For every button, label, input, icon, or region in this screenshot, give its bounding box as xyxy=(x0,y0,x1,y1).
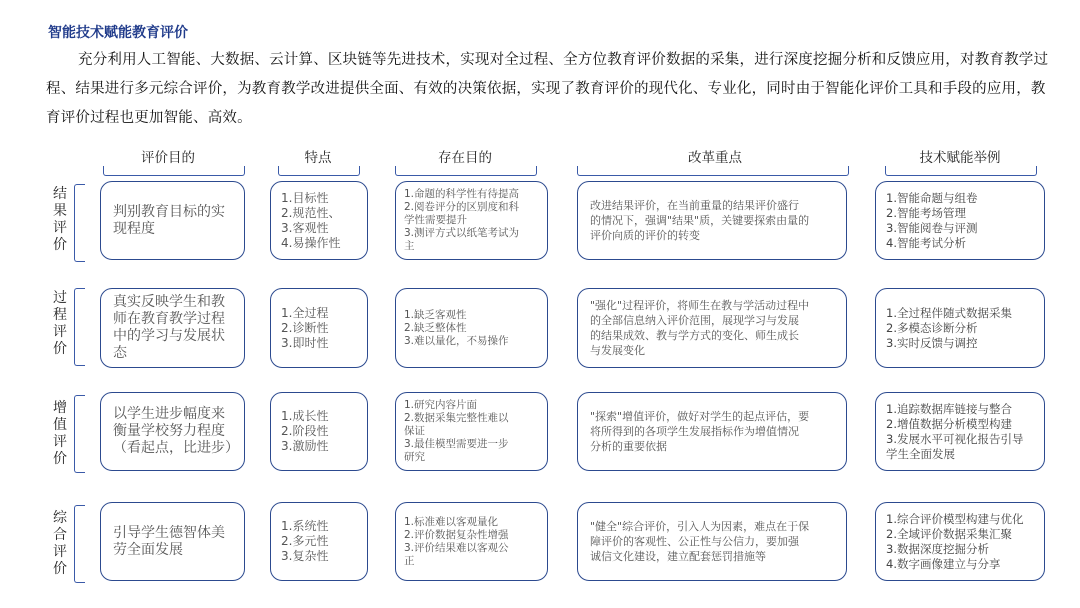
row-bracket xyxy=(74,395,85,473)
header-bracket xyxy=(885,166,1037,176)
purpose-box-result: 判别教育目标的实 现程度 xyxy=(100,181,245,260)
issues-box-result: 1.命题的科学性有待提高 2.阅卷评分的区别度和科 学性需要提升 3.测评方式以纸笔考试为 主 xyxy=(395,181,548,260)
row-bracket xyxy=(74,184,85,262)
issues-box-value-added: 1.研究内容片面 2.数据采集完整性难以 保证 3.最佳模型需要进一步 研究 xyxy=(395,392,548,471)
reform-box-comprehensive: "健全"综合评价，引入人为因素，难点在于保 障评价的客观性、公正性与公信力，要加强 诚信文化建设，建立配套惩罚措施等 xyxy=(577,502,847,581)
tech-box-value-added: 1.追踪数据库链接与整合 2.增值数据分析模型构建 3.发展水平可视化报告引导 学生全面发展 xyxy=(875,392,1045,471)
features-box-comprehensive: 1.系统性 2.多元性 3.复杂性 xyxy=(270,502,368,581)
issues-box-comprehensive: 1.标准难以客观量化 2.评价数据复杂性增强 3.评价结果难以客观公 正 xyxy=(395,502,548,581)
intro-paragraph: 充分利用人工智能、大数据、云计算、区块链等先进技术，实现对全过程、全方位教育评价数据的采集，进行深度挖掘分析和反馈应用，对教育教学过程、结果进行多元综合评价，为教育教学改进提供全面、有效的决策依据，实现了教育评价的现代化、专业化，同时由于智能化评价工具和手段的应用，教育评价过程也更加智能、高效。 xyxy=(46,52,1049,126)
features-box-process: 1.全过程 2.诊断性 3.即时性 xyxy=(270,288,368,368)
header-issues: 存在目的 xyxy=(438,150,492,166)
features-box-result: 1.目标性 2.规范性、 3.客观性 4.易操作性 xyxy=(270,181,368,260)
tech-box-comprehensive: 1.综合评价模型构建与优化 2.全域评价数据采集汇聚 3.数据深度挖掘分析 4.数字画像建立与分享 xyxy=(875,502,1045,581)
row-label-comprehensive: 综 合 评 价 xyxy=(53,510,67,577)
row-label-process: 过 程 评 价 xyxy=(53,290,67,357)
issues-box-process: 1.缺乏客观性 2.缺乏整体性 3.难以量化，不易操作 xyxy=(395,288,548,368)
tech-box-result: 1.智能命题与组卷 2.智能考场管理 3.智能阅卷与评测 4.智能考试分析 xyxy=(875,181,1045,260)
purpose-box-process: 真实反映学生和教 师在教育教学过程 中的学习与发展状 态 xyxy=(100,288,245,368)
purpose-box-value-added: 以学生进步幅度来 衡量学校努力程度 （看起点，比进步） xyxy=(100,392,245,471)
header-tech: 技术赋能举例 xyxy=(919,150,1001,166)
header-bracket xyxy=(103,166,245,176)
header-features: 特点 xyxy=(304,150,332,166)
reform-box-process: "强化"过程评价，将师生在教与学活动过程中 的全部信息纳入评价范围，展现学习与发展 的结果成效、教与学方式的变化、师生成长 与发展变化 xyxy=(577,288,847,368)
purpose-box-comprehensive: 引导学生德智体美 劳全面发展 xyxy=(100,502,245,581)
reform-box-value-added: "探索"增值评价，做好对学生的起点评估，要 将所得到的各项学生发展指标作为增值情况 分析的重要依据 xyxy=(577,392,847,471)
header-bracket xyxy=(577,166,849,176)
header-bracket xyxy=(395,166,537,176)
header-bracket xyxy=(278,166,360,176)
reform-box-result: 改进结果评价，在当前重量的结果评价盛行 的情况下，强调"结果"质，关键要探索由量的 评价向质的评价的转变 xyxy=(577,181,847,260)
page-title: 智能技术赋能教育评价 xyxy=(48,25,188,41)
header-purpose: 评价目的 xyxy=(141,150,195,166)
header-reform: 改革重点 xyxy=(688,150,742,166)
features-box-value-added: 1.成长性 2.阶段性 3.激励性 xyxy=(270,392,368,471)
row-label-value-added: 增 值 评 价 xyxy=(53,400,67,467)
tech-box-process: 1.全过程伴随式数据采集 2.多模态诊断分析 3.实时反馈与调控 xyxy=(875,288,1045,368)
row-label-result: 结 果 评 价 xyxy=(53,186,67,253)
row-bracket xyxy=(74,505,85,583)
row-bracket xyxy=(74,288,85,366)
